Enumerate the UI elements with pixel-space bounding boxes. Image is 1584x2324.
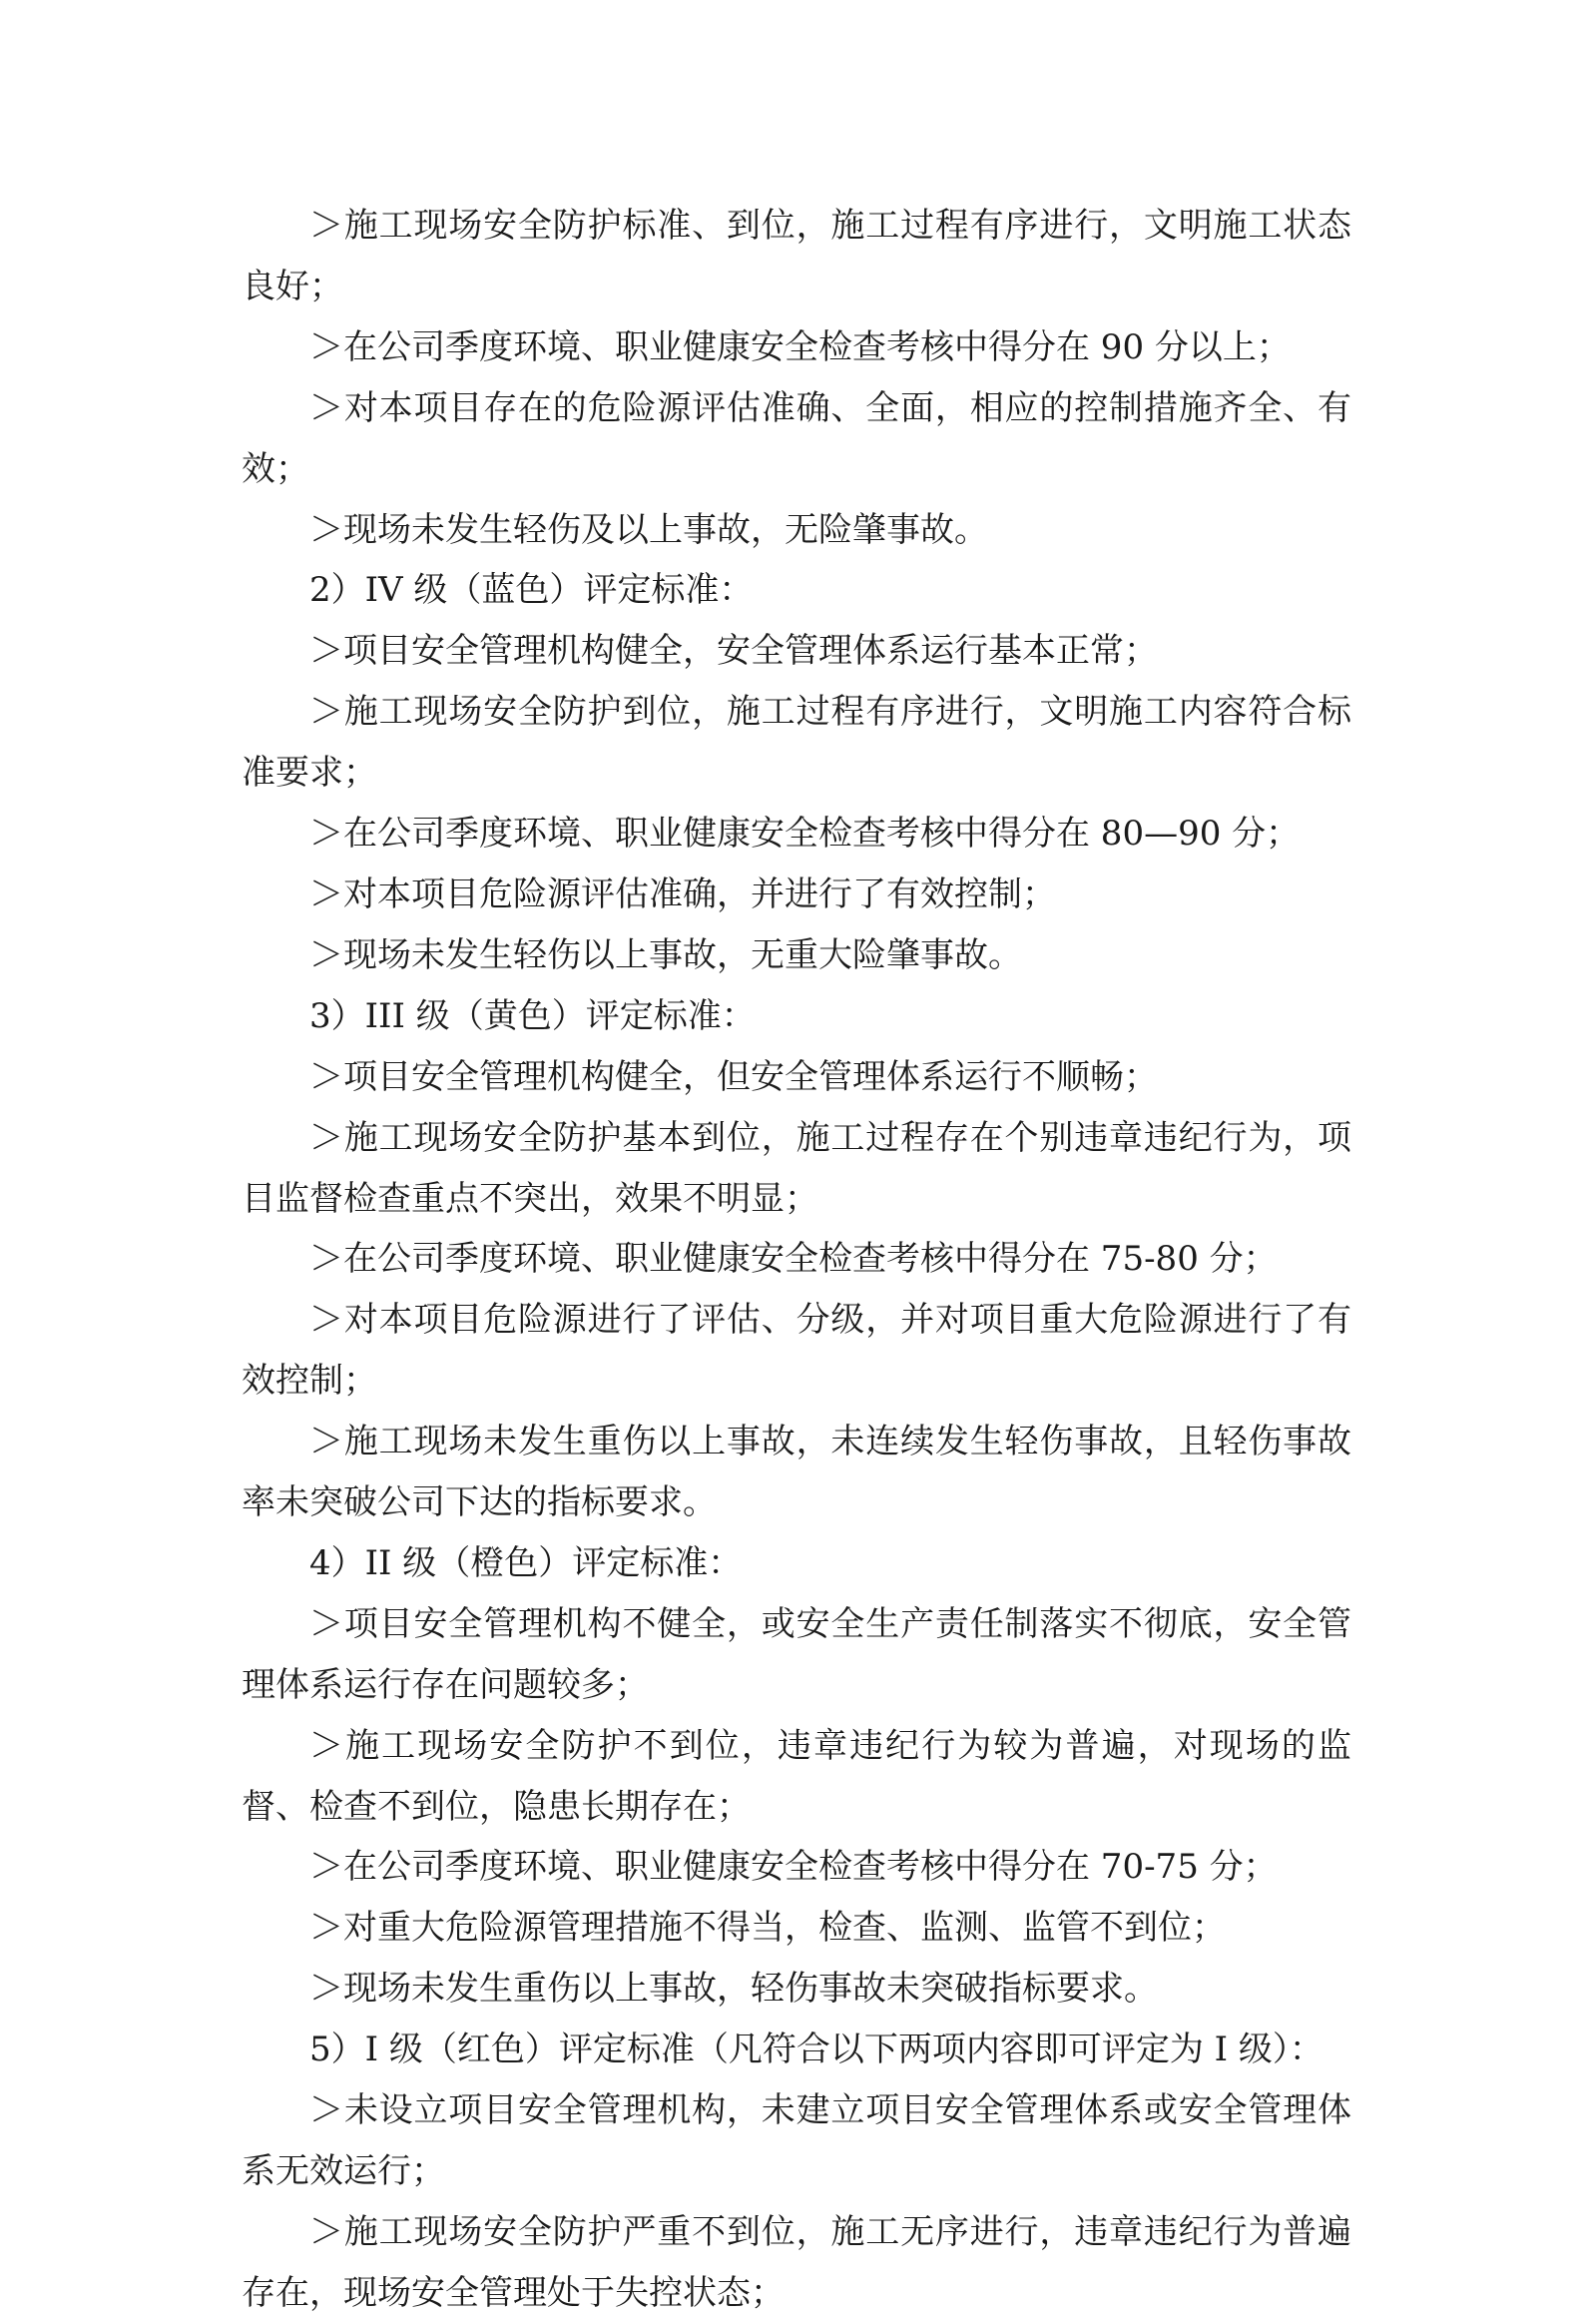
paragraph: ＞施工现场安全防护不到位，违章违纪行为较为普遍，对现场的监督、检查不到位，隐患长期存在；: [242, 1725, 1351, 1827]
paragraph: ＞项目安全管理机构健全，安全管理体系运行基本正常；: [309, 631, 1158, 672]
paragraph: ＞在公司季度环境、职业健康安全检查考核中得分在 90 分以上；: [309, 326, 1291, 367]
paragraph: ＞项目安全管理机构健全，但安全管理体系运行不顺畅；: [309, 1056, 1158, 1097]
paragraph: ＞对重大危险源管理措施不得当，检查、监测、监管不到位；: [309, 1908, 1226, 1949]
section-heading: 5）I 级（红色）评定标准（凡符合以下两项内容即可评定为 I 级）：: [309, 2030, 1323, 2070]
section-heading: 3）III 级（黄色）评定标准：: [309, 995, 756, 1036]
paragraph: ＞现场未发生轻伤及以上事故，无险肇事故。: [309, 509, 988, 550]
paragraph: ＞施工现场安全防护基本到位，施工过程存在个别违章违纪行为，项目监督检查重点不突出，效果不明显；: [242, 1117, 1351, 1219]
paragraph: ＞现场未发生重伤以上事故，轻伤事故未突破指标要求。: [309, 1969, 1158, 2010]
document-body: [242, 196, 1351, 2324]
paragraph: ＞对本项目危险源评估准确，并进行了有效控制；: [309, 873, 1056, 914]
paragraph: ＞未设立项目安全管理机构，未建立项目安全管理体系或安全管理体系无效运行；: [242, 2090, 1351, 2191]
paragraph: ＞在公司季度环境、职业健康安全检查考核中得分在 80—90 分；: [309, 814, 1301, 855]
paragraph: ＞施工现场未发生重伤以上事故，未连续发生轻伤事故，且轻伤事故率未突破公司下达的指标要求。: [242, 1422, 1351, 1523]
section-heading: 2）IV 级（蓝色）评定标准：: [309, 570, 754, 611]
paragraph: ＞施工现场安全防护到位，施工过程有序进行，文明施工内容符合标准要求；: [242, 692, 1351, 794]
paragraph: ＞施工现场安全防护严重不到位，施工无序进行，违章违纪行为普遍存在，现场安全管理处于失控状态；: [242, 2211, 1351, 2313]
paragraph: ＞在公司季度环境、职业健康安全检查考核中得分在 75-80 分；: [309, 1239, 1278, 1280]
paragraph: ＞对本项目危险源进行了评估、分级，并对项目重大危险源进行了有效控制；: [242, 1300, 1351, 1402]
paragraph: ＞对本项目存在的危险源评估准确、全面，相应的控制措施齐全、有效；: [242, 387, 1351, 489]
paragraph: ＞现场未发生轻伤以上事故，无重大险肇事故。: [309, 934, 1022, 975]
paragraph: ＞项目安全管理机构不健全，或安全生产责任制落实不彻底，安全管理体系运行存在问题较多；: [242, 1603, 1351, 1705]
section-heading: 4）II 级（橙色）评定标准：: [309, 1542, 743, 1583]
paragraph: ＞施工现场安全防护标准、到位，施工过程有序进行，文明施工状态良好；: [242, 206, 1351, 306]
paragraph: ＞在公司季度环境、职业健康安全检查考核中得分在 70-75 分；: [309, 1847, 1278, 1888]
